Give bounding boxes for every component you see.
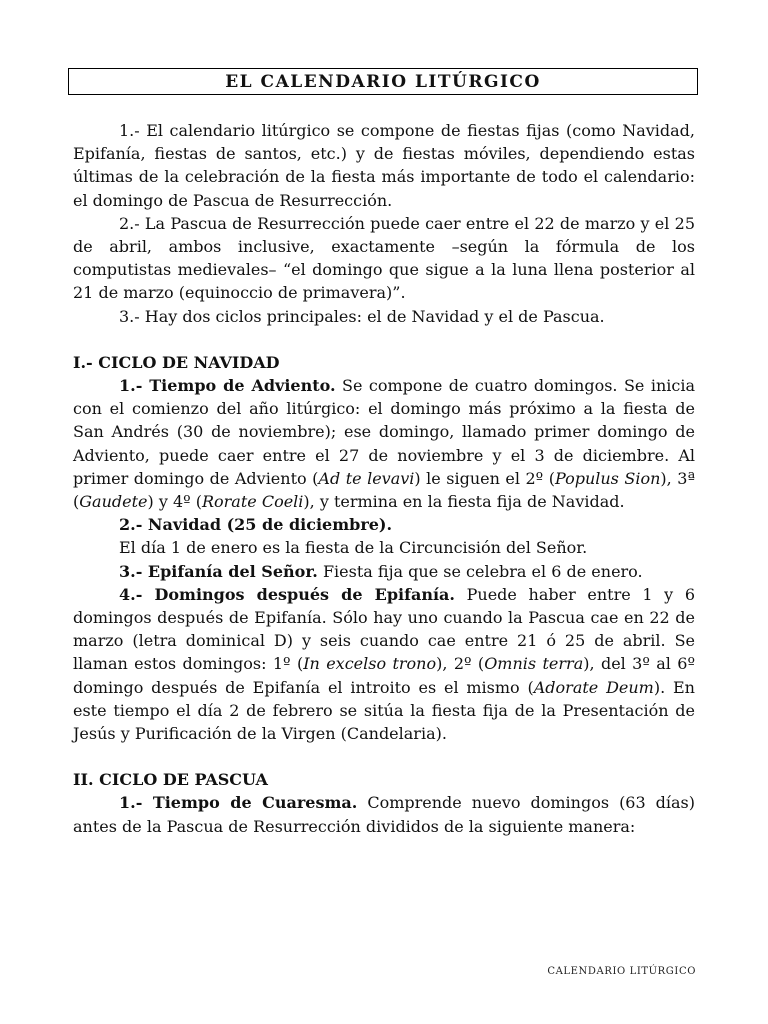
spacer <box>73 328 695 351</box>
document-body <box>73 119 695 838</box>
paragraph-domingos-epifania <box>73 583 695 745</box>
label-cuaresma: 1.- Tiempo de Cuaresma. <box>119 793 358 813</box>
italic-run: Gaudete <box>79 492 148 512</box>
text-run: ), 3ª ( <box>73 468 696 512</box>
italic-run: Adorate Deum <box>533 677 654 697</box>
paragraph-circuncision: El día 1 de enero es la fiesta de la Circuncisión del Señor. <box>119 538 588 558</box>
italic-run: Ad te levavi <box>318 468 415 488</box>
italic-run: Populus Sion <box>554 468 661 488</box>
section-heading-navidad: I.- CICLO DE NAVIDAD <box>73 352 280 372</box>
document-page <box>73 68 695 838</box>
paragraph-cuaresma <box>73 791 695 837</box>
italic-run: Omnis terra <box>484 654 584 674</box>
section-heading-pascua: II. CICLO DE PASCUA <box>73 770 268 790</box>
label-domingos-epifania: 4.- Domingos después de Epifanía. <box>119 584 455 604</box>
text-run: Se compone de cuatro domingos. Se inicia con el comienzo del año litúrgico: el domingo más próximo a la fiesta de San Andrés (30 de noviembre); ese domingo, llamado primer domingo de Adviento, puede caer entre el 27 de noviembre y el 3 de diciembre. Al primer domingo de Adviento ( <box>73 376 695 488</box>
label-navidad: 2.- Navidad (25 de diciembre). <box>119 515 393 535</box>
paragraph-epifania <box>73 560 695 583</box>
text-run: ). En este tiempo el día 2 de febrero se sitúa la fiesta fija de la Presentación de Jesús y Purificación de la Virgen (Candelaria). <box>73 677 695 744</box>
italic-run: In excelso trono <box>303 654 437 674</box>
label-adviento: 1.- Tiempo de Adviento. <box>119 376 336 396</box>
page-footer: CALENDARIO LITÚRGICO <box>547 966 696 977</box>
text-run: ), y termina en la fiesta fija de Navidad. <box>303 492 625 512</box>
text-run: Comprende nuevo domingos (63 días) antes de la Pascua de Resurrección divididos de la siguiente manera: <box>73 793 696 836</box>
paragraph-navidad <box>73 513 695 536</box>
italic-run: Rorate Coeli <box>201 492 304 512</box>
text-run: ), 2º ( <box>436 654 485 674</box>
text-run: ) le siguen el 2º ( <box>414 468 555 488</box>
intro-paragraph-1: 1.- El calendario litúrgico se compone de fiestas fijas (como Navidad, Epifanía, fiestas de santos, etc.) y de fiestas móviles, dependiendo estas últimas de la celebración de la fiesta más importante de todo el calendario: el domingo de Pascua de Resurrección. <box>73 121 695 210</box>
label-epifania: 3.- Epifanía del Señor. <box>119 561 318 581</box>
title-box <box>68 68 698 95</box>
text-run: Fiesta fija que se celebra el 6 de enero. <box>317 561 643 581</box>
document-title: EL CALENDARIO LITÚRGICO <box>225 71 541 92</box>
text-run: ) y 4º ( <box>147 492 202 512</box>
spacer <box>73 745 695 768</box>
intro-paragraph-2: 2.- La Pascua de Resurrección puede caer entre el 22 de marzo y el 25 de abril, ambos inclusive, exactamente –según la fórmula de los computistas medievales– “el domingo que sigue a la luna llena posterior al 21 de marzo (equinoccio de primavera)”. <box>73 213 695 303</box>
text-run: Puede haber entre 1 y 6 domingos después de Epifanía. Sólo hay uno cuando la Pascua cae en 22 de marzo (letra dominical D) y seis cuando cae entre 21 ó 25 de abril. Se llaman estos domingos: 1º ( <box>73 584 695 674</box>
intro-paragraph-3: 3.- Hay dos ciclos principales: el de Navidad y el de Pascua. <box>119 306 605 326</box>
text-run: ), del 3º al 6º domingo después de Epifanía el introito es el mismo ( <box>73 654 696 697</box>
paragraph-adviento <box>73 374 695 513</box>
